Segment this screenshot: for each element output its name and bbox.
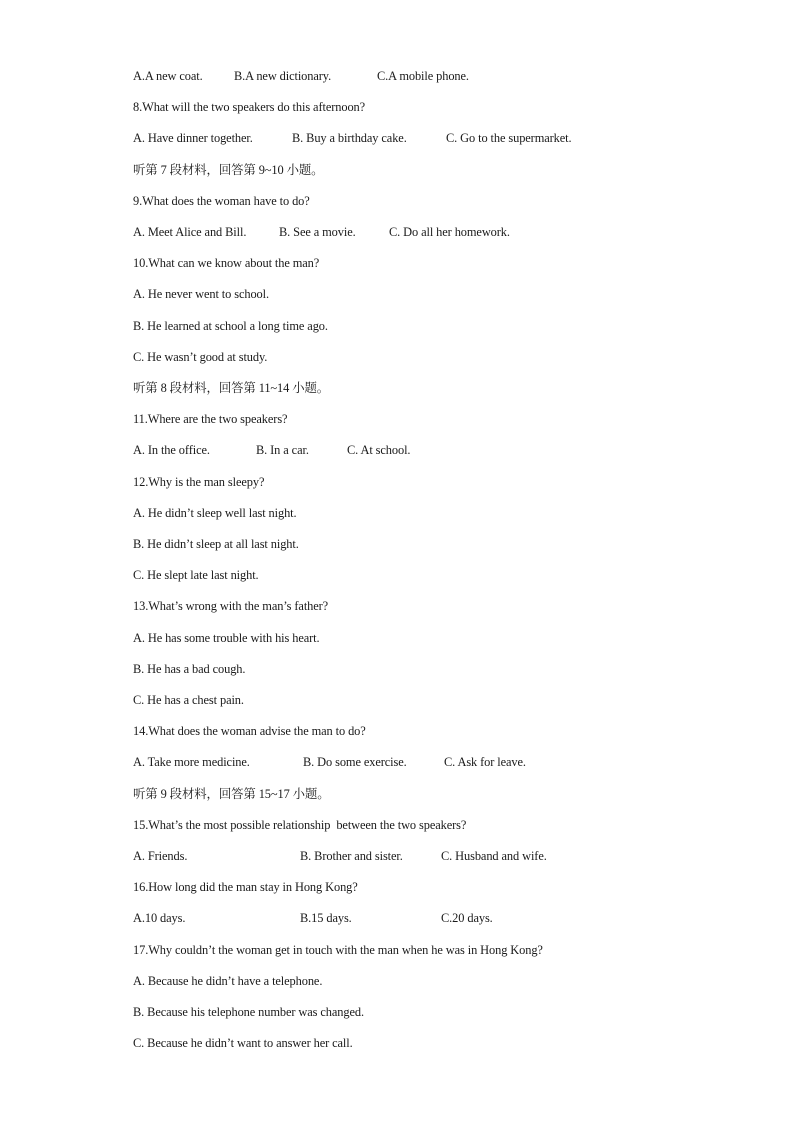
answer-option: C. Ask for leave.	[444, 755, 526, 770]
answer-options-row	[133, 68, 469, 84]
answer-option: B. Do some exercise.	[303, 755, 407, 770]
answer-option: B. He has a bad cough.	[133, 661, 246, 676]
answer-option: C.20 days.	[441, 911, 493, 926]
answer-option: B. See a movie.	[279, 225, 356, 239]
question-text: 10.What can we know about the man?	[133, 256, 320, 271]
answer-option: A.A new coat.	[133, 69, 203, 83]
answer-option: C. Go to the supermarket.	[446, 131, 572, 146]
section-instruction: 听第 7 段材料，回答第 9~10 小题。	[133, 162, 324, 177]
answer-option: B. He learned at school a long time ago.	[133, 318, 328, 333]
answer-option: C. He slept late last night.	[133, 568, 259, 583]
section-instruction: 听第 8 段材料，回答第 11~14 小题。	[133, 381, 330, 395]
answer-option: B. Brother and sister.	[300, 849, 403, 863]
answer-option: A. Take more medicine.	[133, 755, 250, 770]
answer-option: A. Friends.	[133, 849, 188, 863]
answer-option: C. Because he didn’t want to answer her call.	[133, 1036, 353, 1051]
question-text: 8.What will the two speakers do this afternoon?	[133, 100, 366, 115]
answer-option: C. He has a chest pain.	[133, 693, 244, 707]
answer-option: A. Because he didn’t have a telephone.	[133, 973, 323, 988]
answer-options-row	[133, 754, 526, 770]
answer-option: B.A new dictionary.	[234, 69, 332, 83]
question-text: 14.What does the woman advise the man to do?	[133, 724, 366, 739]
question-text: 9.What does the woman have to do?	[133, 193, 310, 208]
answer-options-row	[133, 224, 510, 240]
answer-option: A. He never went to school.	[133, 287, 269, 302]
answer-option: B.15 days.	[300, 911, 352, 926]
answer-option: C. Husband and wife.	[441, 849, 547, 863]
answer-option: A.10 days.	[133, 911, 186, 926]
answer-options-row	[133, 442, 410, 458]
answer-options-row	[133, 910, 493, 926]
answer-option: A. In the office.	[133, 443, 210, 458]
answer-option: B. Buy a birthday cake.	[292, 131, 407, 146]
answer-option: C. At school.	[347, 443, 411, 458]
answer-option: C. He wasn’t good at study.	[133, 349, 268, 364]
question-text: 13.What’s wrong with the man’s father?	[133, 599, 329, 614]
answer-option: A. He has some trouble with his heart.	[133, 630, 320, 645]
answer-option: B. Because his telephone number was changed.	[133, 1005, 364, 1019]
question-text: 16.How long did the man stay in Hong Kong?	[133, 880, 358, 895]
answer-option: C.A mobile phone.	[377, 69, 469, 83]
answer-option: B. He didn’t sleep at all last night.	[133, 537, 299, 551]
section-instruction: 听第 9 段材料，回答第 15~17 小题。	[133, 786, 330, 801]
question-text: 12.Why is the man sleepy?	[133, 474, 265, 489]
answer-options-row	[133, 130, 572, 146]
question-text: 15.What’s the most possible relationship between the two speakers?	[133, 817, 467, 832]
question-text: 17.Why couldn’t the woman get in touch with the man when he was in Hong Kong?	[133, 942, 543, 957]
answer-option: C. Do all her homework.	[389, 225, 510, 239]
answer-option: A. Have dinner together.	[133, 131, 253, 146]
answer-option: A. Meet Alice and Bill.	[133, 225, 247, 239]
question-text: 11.Where are the two speakers?	[133, 412, 288, 427]
answer-options-row	[133, 848, 547, 864]
answer-option: B. In a car.	[256, 443, 309, 458]
answer-option: A. He didn’t sleep well last night.	[133, 505, 297, 520]
